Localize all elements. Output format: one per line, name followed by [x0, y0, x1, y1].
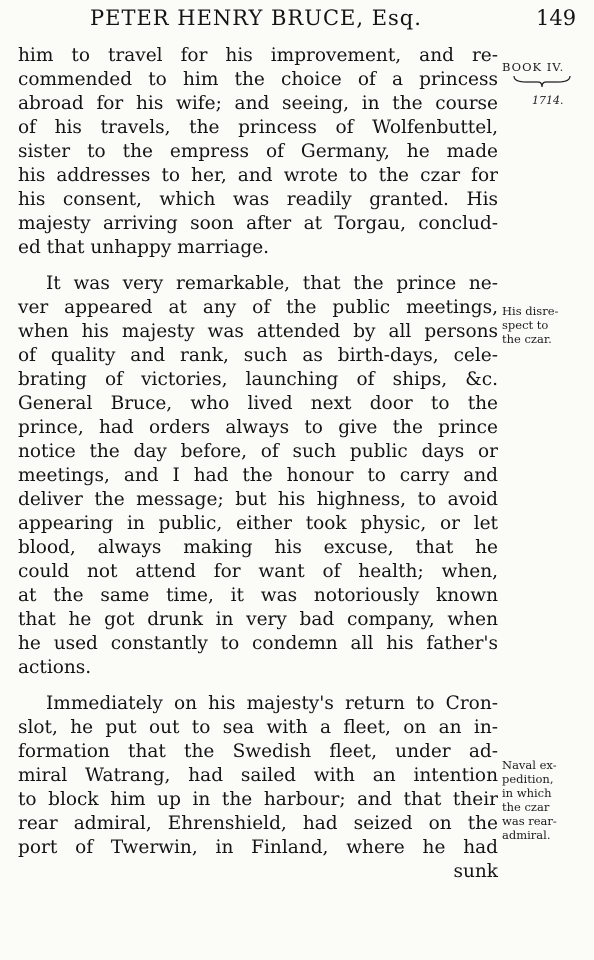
text-line: rear admiral, Ehrenshield, had seized on the [18, 813, 498, 834]
catchword: sunk [453, 861, 498, 882]
text-line: actions. [18, 657, 92, 678]
text-line: when his majesty was attended by all persons [18, 321, 498, 342]
text-line: notice the day before, of such public days or [18, 441, 498, 462]
running-header [0, 6, 594, 36]
margin-note-line: admiral. [502, 828, 551, 842]
margin-note-line: spect to [502, 318, 549, 332]
text-line: ed that unhappy marriage. [18, 237, 270, 258]
margin-note-line: pedition, [502, 772, 554, 786]
text-line: could not attend for want of health; when, [18, 561, 498, 582]
text-line: at the same time, it was notoriously known [18, 585, 498, 606]
text-line: that he got drunk in very bad company, when [18, 609, 498, 630]
text-line: his addresses to her, and wrote to the czar for [18, 165, 498, 186]
margin-year: 1714. [532, 94, 564, 107]
running-title: PETER HENRY BRUCE, Esq. [90, 6, 422, 30]
text-line: General Bruce, who lived next door to the [18, 393, 498, 414]
text-line: It was very remarkable, that the prince ne- [46, 273, 498, 294]
text-line: deliver the message; but his highness, to avoid [18, 489, 498, 510]
text-line: slot, he put out to sea with a fleet, on an in- [18, 717, 498, 738]
margin-book-label: BOOK IV. [502, 60, 565, 74]
text-line: Immediately on his majesty's return to Cron- [46, 693, 498, 714]
text-line: to block him up in the harbour; and that their [18, 789, 498, 810]
margin-note-line: the czar. [502, 332, 552, 346]
page-number: 149 [536, 6, 577, 30]
text-line: majesty arriving soon after at Torgau, conclud- [18, 213, 498, 234]
margin-note-line: His disre- [502, 304, 559, 318]
text-line: port of Twerwin, in Finland, where he had [18, 837, 498, 858]
text-line: formation that the Swedish fleet, under ad- [18, 741, 498, 762]
text-line: blood, always making his excuse, that he [18, 537, 498, 558]
text-line: ver appeared at any of the public meetings, [18, 297, 498, 318]
text-line: commended to him the choice of a princess [18, 69, 498, 90]
margin-note-line: Naval ex- [502, 758, 557, 772]
text-line: him to travel for his improvement, and re- [18, 45, 498, 66]
paragraph [18, 692, 498, 860]
paragraph [18, 272, 498, 680]
margin-note-naval-expedition [502, 758, 592, 842]
text-line: prince, had orders always to give the prince [18, 417, 498, 438]
text-line: of his travels, the princess of Wolfenbuttel, [18, 117, 498, 138]
body-text [18, 44, 498, 884]
margin-note-line: in which [502, 786, 552, 800]
text-line: his consent, which was readily granted. His [18, 189, 498, 210]
text-line: of quality and rank, such as birth-days, cele- [18, 345, 498, 366]
text-line: meetings, and I had the honour to carry and [18, 465, 498, 486]
paragraph [18, 44, 498, 260]
text-line: he used constantly to condemn all his father's [18, 633, 498, 654]
text-line: appearing in public, either took physic, or let [18, 513, 498, 534]
margin-note-line: the czar [502, 800, 550, 814]
text-line: sister to the empress of Germany, he made [18, 141, 498, 162]
margin-note-disrespect [502, 304, 592, 346]
text-line: brating of victories, launching of ships, &c. [18, 369, 498, 390]
margin-note-line: was rear- [502, 814, 557, 828]
text-line: miral Watrang, had sailed with an intention [18, 765, 498, 786]
brace-ornament [512, 74, 572, 88]
text-line: abroad for his wife; and seeing, in the course [18, 93, 498, 114]
